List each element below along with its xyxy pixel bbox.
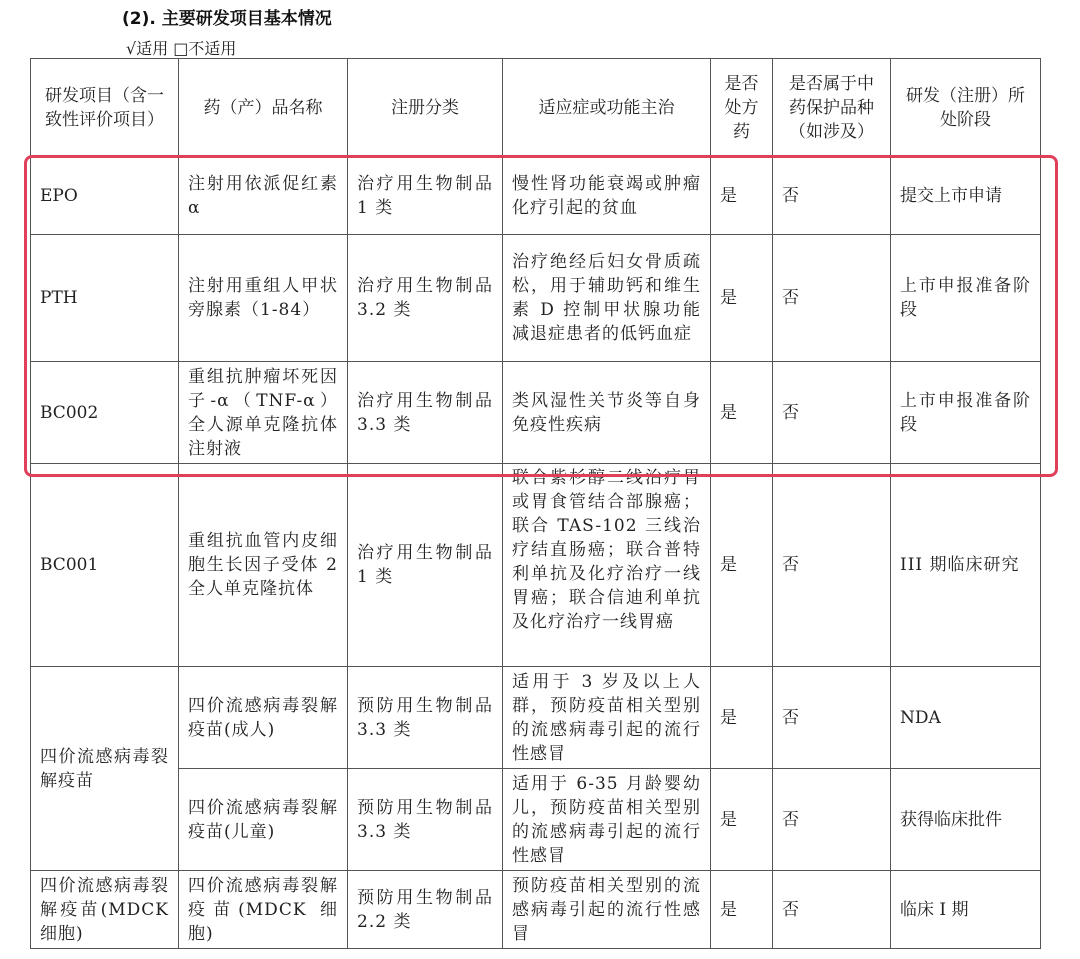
section-heading: (2). 主要研发项目基本情况 bbox=[122, 9, 332, 29]
cell-indication: 联合紫杉醇二线治疗胃或胃食管结合部腺癌；联合 TAS-102 三线治疗结直肠癌；联合普特利单抗及化疗治疗一线胃癌；联合信迪利单抗及化疗治疗一线胃癌 bbox=[503, 464, 711, 667]
cell-product-name: 四价流感病毒裂解疫苗(儿童) bbox=[179, 769, 348, 871]
cell-product-name: 注射用重组人甲状旁腺素（1-84） bbox=[179, 235, 348, 362]
cell-tcm-protected: 否 bbox=[773, 769, 891, 871]
cell-product-name: 四价流感病毒裂解疫苗(成人) bbox=[179, 667, 348, 769]
cell-project: 四价流感病毒裂解疫苗(MDCK 细胞) bbox=[31, 871, 179, 949]
cell-prescription: 是 bbox=[711, 235, 773, 362]
table-header-row bbox=[31, 59, 1041, 158]
cell-prescription: 是 bbox=[711, 871, 773, 949]
cell-stage: NDA bbox=[891, 667, 1041, 769]
header-prescription: 是否处方药 bbox=[711, 59, 773, 158]
cell-tcm-protected: 否 bbox=[773, 158, 891, 235]
cell-category: 治疗用生物制品 3.3 类 bbox=[348, 362, 503, 464]
cell-product-name: 四价流感病毒裂解疫苗(MDCK 细胞) bbox=[179, 871, 348, 949]
cell-stage: 临床 I 期 bbox=[891, 871, 1041, 949]
cell-tcm-protected: 否 bbox=[773, 235, 891, 362]
cell-indication: 适用于 3 岁及以上人群，预防疫苗相关型别的流感病毒引起的流行性感冒 bbox=[503, 667, 711, 769]
table-row bbox=[31, 769, 1041, 871]
cell-category: 治疗用生物制品 1 类 bbox=[348, 158, 503, 235]
table-row bbox=[31, 235, 1041, 362]
cell-product-name: 重组抗血管内皮细胞生长因子受体 2 全人单克隆抗体 bbox=[179, 464, 348, 667]
cell-stage: 提交上市申请 bbox=[891, 158, 1041, 235]
cell-category: 预防用生物制品 2.2 类 bbox=[348, 871, 503, 949]
cell-prescription: 是 bbox=[711, 158, 773, 235]
cell-stage: 上市申报准备阶段 bbox=[891, 362, 1041, 464]
cell-indication: 预防疫苗相关型别的流感病毒引起的流行性感冒 bbox=[503, 871, 711, 949]
header-indication: 适应症或功能主治 bbox=[503, 59, 711, 158]
header-registration-category: 注册分类 bbox=[348, 59, 503, 158]
cell-project: BC002 bbox=[31, 362, 179, 464]
cell-prescription: 是 bbox=[711, 667, 773, 769]
cell-project: PTH bbox=[31, 235, 179, 362]
cell-prescription: 是 bbox=[711, 362, 773, 464]
cell-prescription: 是 bbox=[711, 769, 773, 871]
cell-stage: III 期临床研究 bbox=[891, 464, 1041, 667]
header-project: 研发项目（含一致性评价项目） bbox=[31, 59, 179, 158]
not-applicable-unchecked-label: □不适用 bbox=[173, 39, 237, 58]
cell-prescription: 是 bbox=[711, 464, 773, 667]
applicability-line bbox=[126, 36, 236, 59]
table-row bbox=[31, 871, 1041, 949]
table-row bbox=[31, 667, 1041, 769]
cell-tcm-protected: 否 bbox=[773, 667, 891, 769]
cell-category: 预防用生物制品 3.3 类 bbox=[348, 769, 503, 871]
cell-project: 四价流感病毒裂解疫苗 bbox=[31, 667, 179, 871]
cell-stage: 获得临床批件 bbox=[891, 769, 1041, 871]
cell-category: 治疗用生物制品 3.2 类 bbox=[348, 235, 503, 362]
cell-product-name: 重组抗肿瘤坏死因子-α（TNF-α）全人源单克隆抗体注射液 bbox=[179, 362, 348, 464]
table-row bbox=[31, 362, 1041, 464]
cell-stage: 上市申报准备阶段 bbox=[891, 235, 1041, 362]
table-row bbox=[31, 158, 1041, 235]
cell-indication: 类风湿性关节炎等自身免疫性疾病 bbox=[503, 362, 711, 464]
header-tcm-protected: 是否属于中药保护品种（如涉及） bbox=[773, 59, 891, 158]
cell-indication: 适用于 6-35 月龄婴幼儿，预防疫苗相关型别的流感病毒引起的流行性感冒 bbox=[503, 769, 711, 871]
cell-project: BC001 bbox=[31, 464, 179, 667]
applicable-checked-label: √适用 bbox=[126, 39, 169, 58]
cell-category: 治疗用生物制品 1 类 bbox=[348, 464, 503, 667]
cell-product-name: 注射用依派促红素α bbox=[179, 158, 348, 235]
header-product-name: 药（产）品名称 bbox=[179, 59, 348, 158]
cell-project: EPO bbox=[31, 158, 179, 235]
header-stage: 研发（注册）所处阶段 bbox=[891, 59, 1041, 158]
cell-indication: 慢性肾功能衰竭或肿瘤化疗引起的贫血 bbox=[503, 158, 711, 235]
cell-tcm-protected: 否 bbox=[773, 362, 891, 464]
cell-indication: 治疗绝经后妇女骨质疏松，用于辅助钙和维生素 D 控制甲状腺功能减退症患者的低钙血症 bbox=[503, 235, 711, 362]
rd-projects-table bbox=[30, 58, 1041, 949]
table-row bbox=[31, 464, 1041, 667]
cell-category: 预防用生物制品 3.3 类 bbox=[348, 667, 503, 769]
cell-tcm-protected: 否 bbox=[773, 464, 891, 667]
cell-tcm-protected: 否 bbox=[773, 871, 891, 949]
